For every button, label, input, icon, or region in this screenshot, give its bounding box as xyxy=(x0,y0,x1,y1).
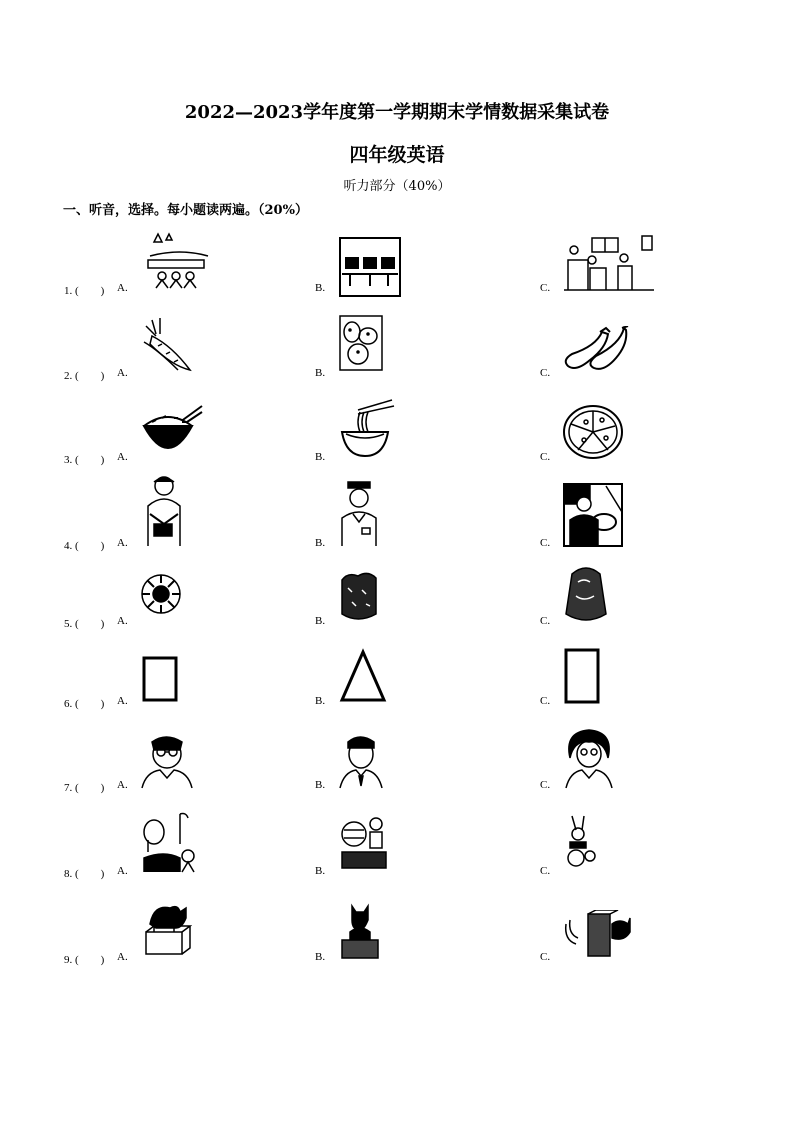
question-number: 1. ( ) xyxy=(64,285,105,297)
cat-behind-box-icon xyxy=(562,910,632,958)
cat-in-box-icon xyxy=(338,900,382,960)
option-c-label: C. xyxy=(540,779,551,791)
rice-bowl-icon xyxy=(140,404,204,462)
sunflower-icon xyxy=(140,570,182,624)
question-number: 3. ( ) xyxy=(64,454,105,466)
option-b-label: B. xyxy=(315,615,326,627)
question-number: 5. ( ) xyxy=(64,618,105,630)
potato-icon xyxy=(338,314,384,372)
toys-icon xyxy=(338,812,390,872)
man-glasses-icon xyxy=(140,732,194,790)
option-c-label: C. xyxy=(540,951,551,963)
carrot-icon xyxy=(140,316,196,376)
option-a-label: A. xyxy=(117,367,128,379)
question-row-5 xyxy=(0,560,794,646)
question-number: 6. ( ) xyxy=(64,698,105,710)
cat-on-box-icon xyxy=(140,896,192,962)
instruction: 一、听音，选择。每小题读两遍。（20%） xyxy=(63,203,308,218)
farmer-icon xyxy=(140,474,186,548)
question-row-8 xyxy=(0,808,794,894)
option-c-label: C. xyxy=(540,615,551,627)
option-b-label: B. xyxy=(315,537,326,549)
square-icon xyxy=(140,654,180,704)
option-c-label: C. xyxy=(540,865,551,877)
question-number: 9. ( ) xyxy=(64,954,105,966)
eggplant-icon xyxy=(562,326,632,372)
option-c-label: C. xyxy=(540,282,551,294)
option-a-label: A. xyxy=(117,615,128,627)
question-number: 2. ( ) xyxy=(64,370,105,382)
question-row-7 xyxy=(0,724,794,810)
option-a-label: A. xyxy=(117,451,128,463)
classroom-icon xyxy=(140,232,216,292)
option-b-label: B. xyxy=(315,451,326,463)
question-number: 4. ( ) xyxy=(64,540,105,552)
option-a-label: A. xyxy=(117,282,128,294)
option-b-label: B. xyxy=(315,367,326,379)
option-b-label: B. xyxy=(315,865,326,877)
question-row-1 xyxy=(0,230,794,316)
option-c-label: C. xyxy=(540,537,551,549)
question-row-9 xyxy=(0,892,794,978)
rectangle-icon xyxy=(562,646,602,706)
cake-icon xyxy=(562,562,612,624)
option-a-label: A. xyxy=(117,695,128,707)
option-a-label: A. xyxy=(117,951,128,963)
man-tie-icon xyxy=(338,732,384,790)
computer-room-icon xyxy=(338,236,402,298)
exam-title: 2022—2023学年度第一学期期末学情数据采集试卷 xyxy=(184,102,610,123)
question-number: 7. ( ) xyxy=(64,782,105,794)
option-a-label: A. xyxy=(117,779,128,791)
noodles-icon xyxy=(338,398,396,462)
exam-subtitle: 四年级英语 xyxy=(349,144,445,166)
driver-icon xyxy=(562,482,624,548)
option-b-label: B. xyxy=(315,951,326,963)
option-c-label: C. xyxy=(540,367,551,379)
option-a-label: A. xyxy=(117,537,128,549)
option-c-label: C. xyxy=(540,695,551,707)
section-heading: 听力部分（40%） xyxy=(343,179,451,194)
woman-glasses-icon xyxy=(562,728,616,790)
question-row-6 xyxy=(0,640,794,726)
teachers-office-icon xyxy=(562,234,656,294)
zoo-animals-icon xyxy=(140,810,198,874)
triangle-icon xyxy=(338,648,388,704)
question-row-3 xyxy=(0,398,794,484)
option-b-label: B. xyxy=(315,779,326,791)
question-row-2 xyxy=(0,314,794,400)
option-b-label: B. xyxy=(315,282,326,294)
nurse-icon xyxy=(338,478,380,548)
pizza-icon xyxy=(562,404,624,460)
option-c-label: C. xyxy=(540,451,551,463)
rabbit-toys-icon xyxy=(562,812,598,870)
question-number: 8. ( ) xyxy=(64,868,105,880)
option-b-label: B. xyxy=(315,695,326,707)
option-a-label: A. xyxy=(117,865,128,877)
bread-icon xyxy=(338,570,380,624)
question-row-4 xyxy=(0,474,794,560)
